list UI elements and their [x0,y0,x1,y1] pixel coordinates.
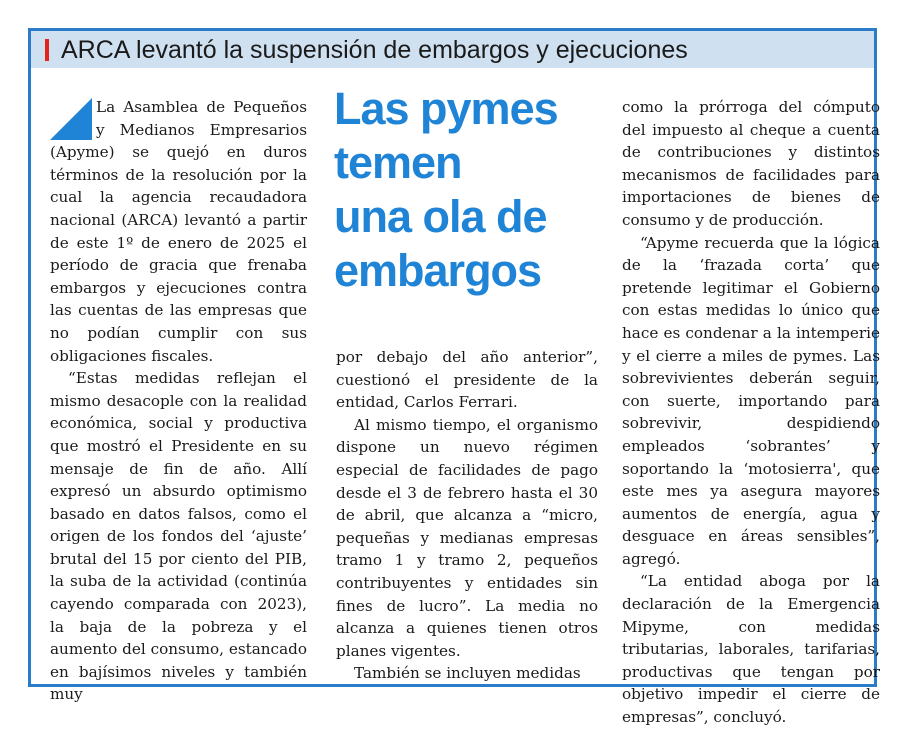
paragraph-text: La Asamblea de Pequeños y Medianos Empresarios (Apyme) se quejó en duros términos de la resolución por la cual la agencia recaudadora nacional (ARCA) levantó a partir de este 1º de enero de 2025 el período de gracia que frenaba embargos y ejecuciones contra las cuentas de las empresas que no podían cumplir con sus obligaciones fiscales. [50,98,307,365]
paragraph: Al mismo tiempo, el organismo dispone un nuevo régimen especial de facilidades de pago desde el 3 de febrero hasta el 30 de abril, que alcanza a “micro, pequeñas y medianas empresas tramo 1 y tramo 2, pequeños contribuyentes y entidades sin fines de lucro”. La media no alcanza a quienes tienen otros planes vigentes. [336,415,598,660]
paragraph: También se incluyen medidas [354,664,581,683]
headline-line: una ola de [334,191,547,242]
paragraph [50,96,307,367]
paragraph: “Estas medidas reflejan el mismo desacople con la realidad económica, social y productiva que mostró el Presidente en su mensaje de fin de año. Allí expresó un absurdo optimismo basado en datos falsos, como el origen de los fondos del ‘ajuste’ brutal del 15 por ciento del PIB, la suba de la actividad (continúa cayendo comparada con 2023), la baja de la pobreza y el aumento del consumo, estancado en bajísimos niveles y también muy [50,369,307,704]
paragraph: “La entidad aboga por la declaración de la Emergencia Mipyme, con medidas tributarias, laborales, tarifarias, productivas que tengan por objetivo impedir el cierre de empresas”, concluyó. [622,572,880,727]
article-column-3 [622,96,880,729]
article-headline [334,82,604,298]
section-banner [28,28,877,68]
paragraph: por debajo del año anterior”, cuestionó el presidente de la entidad, Carlos Ferrari. [336,348,598,412]
banner-accent-bar [45,39,49,61]
paragraph: “Apyme recuerda que la lógica de la ‘frazada corta’ que pretende legitimar el Gobierno con estas medidas lo único que hace es condenar a la intemperie y el cierre a miles de pymes. Las sobrevivientes deberán seguir, con suerte, importando para sobrevivir, despidiendo empleados ‘sobrantes’ y soportando la ‘motosierra', que este mes ya asegura mayores aumentos de energía, agua y desguace en áreas sensibles”, agregó. [622,233,880,568]
triangle-dropcap-icon [50,98,92,140]
paragraph: como la prórroga del cómputo del impuesto al cheque a cuenta de contribuciones y distintos mecanismos de facilidades para importaciones de bienes de consumo y de producción. [622,98,880,229]
headline-line: Las pymes [334,83,558,134]
headline-line: embargos [334,245,542,296]
article-column-2 [336,346,598,685]
banner-title: ARCA levantó la suspensión de embargos y ejecuciones [61,36,688,64]
article-column-1 [50,96,307,706]
headline-line: temen [334,137,462,188]
